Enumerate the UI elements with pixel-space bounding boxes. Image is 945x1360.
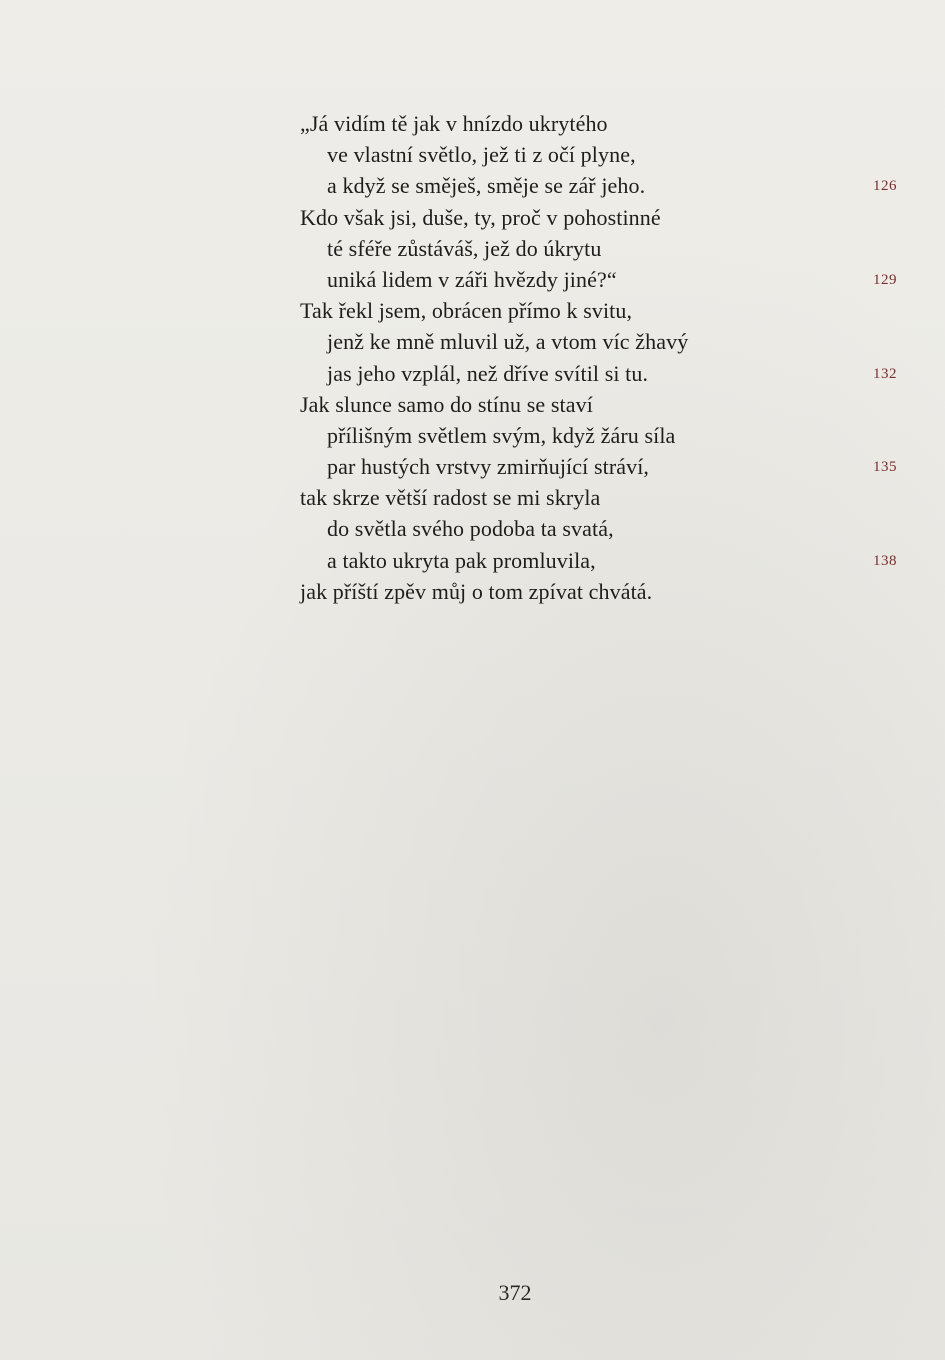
verse-line-number: 129: [873, 272, 897, 288]
verse-line-number: 138: [873, 552, 897, 569]
page-number: 372: [498, 1280, 532, 1305]
verse-line: jenž ke mně mluvil už, a vtom víc žhavý: [327, 329, 689, 355]
verse-line: té sféře zůstáváš, jež do úkrytu: [327, 235, 602, 261]
verse-line: Jak slunce samo do stínu se staví: [300, 391, 593, 417]
verse-line: přílišným světlem svým, když žáru síla: [327, 422, 676, 448]
verse-line: Kdo však jsi, duše, ty, proč v pohostinné: [300, 204, 661, 230]
verse-line: par hustých vrstvy zmirňující stráví,: [327, 454, 650, 480]
verse-line: tak skrze větší radost se mi skryla: [300, 485, 601, 511]
verse-line: do světla svého podoba ta svatá,: [327, 516, 614, 542]
verse-line: uniká lidem v záři hvězdy jiné?“: [327, 266, 617, 292]
verse-line: a když se směješ, směje se zář jeho.: [327, 173, 646, 199]
poem-text: [300, 108, 820, 607]
verse-line-number: 135: [873, 459, 897, 476]
verse-line: „Já vidím tě jak v hnízdo ukrytého: [300, 111, 608, 136]
verse-line: Tak řekl jsem, obrácen přímo k svitu,: [300, 298, 633, 324]
verse-line-number: 132: [873, 365, 897, 382]
verse-line-number: 126: [873, 178, 897, 195]
verse-line: jas jeho vzplál, než dříve svítil si tu.: [327, 360, 649, 386]
verse-line: ve vlastní světlo, jež ti z očí plyne,: [327, 142, 636, 168]
verse-line: a takto ukryta pak promluvila,: [327, 547, 596, 573]
verse-line: jak příští zpěv můj o tom zpívat chvátá.: [300, 578, 653, 604]
